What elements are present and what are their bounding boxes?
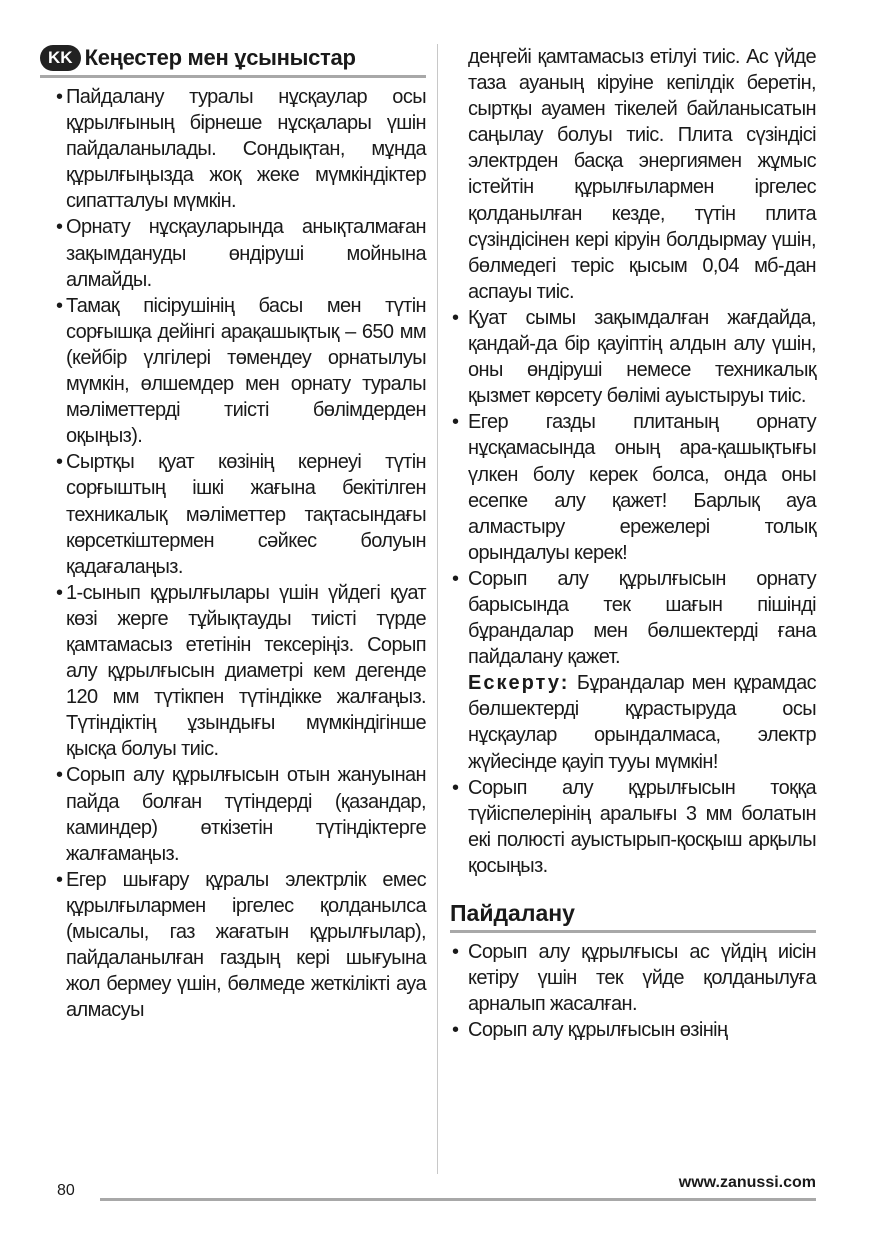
section-title-rule — [40, 75, 426, 78]
list-item: • Сорып алу құрылғысын орнату барысында тек шағын пішінді бұрандалар мен бөлшектерді ғана пайдалану қажет. — [450, 566, 816, 670]
warning-note — [450, 670, 816, 774]
usage-section-title: Пайдалану — [450, 900, 575, 926]
list-item-continuation: деңгейі қамтамасыз етілуі тиіс. Ас үйде таза ауаның кіруіне кепілдік беретін, сыртқы ауамен тікелей байланысатын саңылау болуы тиіс. Плита сүзіндісі электрден басқа энергиямен жұмыс істейтін құрылғылармен іргелес қолданылған кезде, түтін плита сүзіндісінен кері кіруін болдырмау үшін, бөлмедегі теріс қысым 0,04 мб-дан аспауы тиіс. — [468, 46, 816, 303]
list-item: • Сыртқы қуат көзінің кернеуі түтін сорғыштың ішкі жағына бекітілген техникалық мәліметтер тақтасындағы көрсеткіштермен сәйкес болуын қадағалаңыз. — [40, 449, 426, 579]
language-badge: KK — [40, 45, 81, 71]
list-item: • Пайдалану туралы нұсқаулар осы құрылғының бірнеше нұсқалары үшін пайдаланылады. Сондықтан, мұнда құрылғыңызда жоқ жеке мүмкіндіктер сипатталуы мүмкін. — [40, 84, 426, 214]
list-item: • Егер газды плитаның орнату нұсқамасында оның ара-қашықтығы үлкен болу керек болса, онда оны есепке алу қажет! Барлық ауа алмастыру ережелері толық орындалуы керек! — [450, 409, 816, 566]
tips-list-left — [40, 84, 426, 1023]
list-item: • 1-сынып құрылғылары үшін үйдегі қуат көзі жерге тұйықтауды тиісті түрде қамтамасыз ететінін тексеріңіз. Сорып алу құрылғысын диаметрі кем дегенде 120 мм түтікпен түтіндікке жалғаңыз. Түтіндіктің ұзындығы мүмкіндігінше қысқа болуы тиіс. — [40, 580, 426, 763]
section-header — [40, 44, 426, 72]
warning-text: Бұрандалар мен құрамдас бөлшектерді құрастыруда осы нұсқаулар орындалмаса, электр жүйесінде қауіп тууы мүмкін! — [468, 672, 816, 773]
warning-label: Ескерту: — [468, 672, 570, 695]
website-url: www.zanussi.com — [678, 1174, 816, 1191]
footer-rule — [100, 1198, 816, 1201]
list-item: • Тамақ пісірушінің басы мен түтін сорғышқа дейінгі арақашықтық – 650 мм (кейбір үлгілері төмендеу орнатылуы мүмкін, өлшемдер мен орнату туралы мәліметтерді тиісті бөлімдерден оқыңыз). — [40, 293, 426, 450]
list-item: • Егер шығару құралы электрлік емес құрылғылармен іргелес қолданылса (мысалы, газ жағатын құрылғылар), пайдаланылған газдың кері шығуына жол бермеу үшін, бөлмеде жеткілікті ауа алмасуы — [40, 867, 426, 1024]
list-item: • Сорып алу құрылғысын өзінің — [450, 1017, 816, 1043]
section-title: Кеңестер мен ұсыныстар — [84, 45, 356, 70]
list-item: • Орнату нұсқауларында анықталмаған зақымдануды өндіруші мойнына алмайды. — [40, 214, 426, 292]
tips-list-right-2 — [450, 775, 816, 879]
page-number: 80 — [57, 1182, 75, 1199]
list-item: • Сорып алу құрылғысы ас үйдің иісін кетіру үшін тек үйде қолданылуға арналып жасалған. — [450, 939, 816, 1017]
usage-section-rule — [450, 930, 816, 933]
list-item: • Сорып алу құрылғысын отын жануынан пайда болған түтіндерді (қазандар, каминдер) өткізетін түтіндіктерге жалғамаңыз. — [40, 762, 426, 866]
usage-list — [450, 939, 816, 1043]
left-column — [40, 44, 426, 1023]
list-item: • Қуат сымы зақымдалған жағдайда, қандай-да бір қауіптің алдын алу үшін, оны өндіруші немесе техникалық қызмет көрсету бөлімі ауыстыруы тиіс. — [450, 305, 816, 409]
tips-list-right — [450, 305, 816, 670]
right-column — [450, 44, 816, 1043]
column-divider — [437, 44, 438, 1174]
list-item: • Сорып алу құрылғысын тоққа түйіспелерінің аралығы 3 мм болатын екі полюсті ауыстырып-қосқыш арқылы қосыңыз. — [450, 775, 816, 879]
